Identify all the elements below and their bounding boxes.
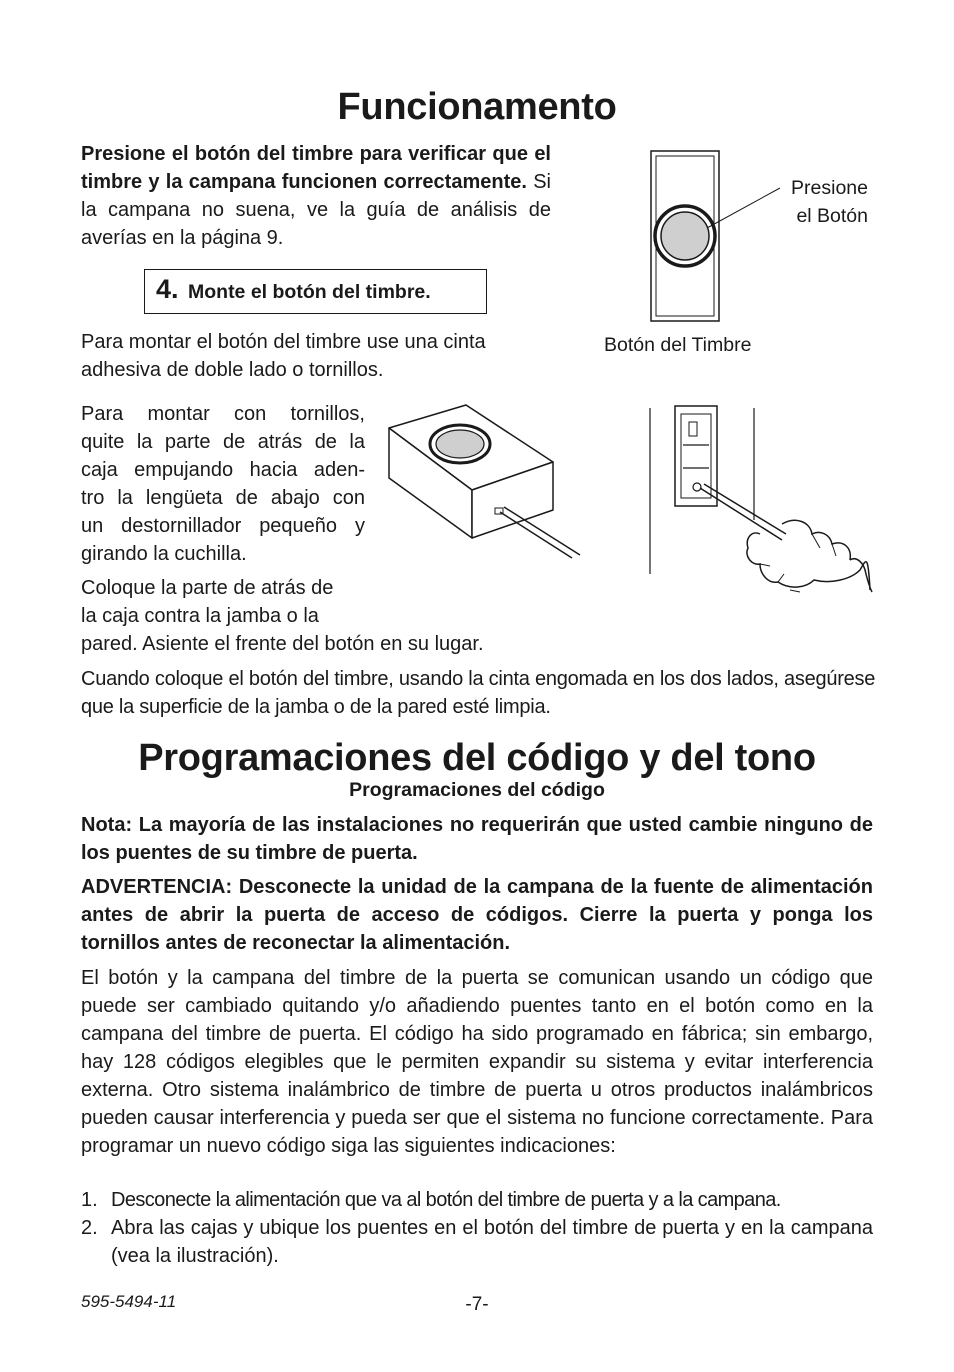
screw-line: un destornillador pequeño y bbox=[81, 515, 365, 537]
tape-paragraph: Cuando coloque el botón del timbre, usando la cinta engomada en los dos lados, asegúrese que la superficie de la jamba o de la pared esté limpia. bbox=[81, 668, 876, 718]
list-item bbox=[81, 1186, 876, 1214]
list-item-number: 1. bbox=[81, 1189, 98, 1211]
callout-line-2: el Botón bbox=[796, 205, 868, 227]
screw-line: Para montar con tornillos, bbox=[81, 403, 365, 425]
warning-paragraph: ADVERTENCIA: Desconecte la unidad de la campana de la fuente de alimentación antes de abrir la puerta de acceso de códigos. Cierre la puerta y ponga los tornillos antes de reconectar la alimentación. bbox=[81, 876, 873, 954]
list-item bbox=[81, 1214, 876, 1270]
intro-bold-text: Presione el botón del timbre para verificar que el timbre y la campana funcionen correctamente. bbox=[81, 143, 551, 193]
mount-paragraph: Para montar el botón del timbre use una cinta adhesiva de doble lado o tornillos. bbox=[81, 331, 486, 381]
section-subtitle: Programaciones del código bbox=[349, 779, 605, 801]
screw-line: caja empujando hacia aden- bbox=[81, 459, 365, 481]
intro-rest-text: Si la campana no suena, ve la guía de análisis de averías en la página 9. bbox=[81, 171, 551, 249]
place-line: pared. Asiente el frente del botón en su lugar. bbox=[81, 633, 484, 655]
figure-caption-doorbell: Botón del Timbre bbox=[604, 334, 752, 356]
screw-line: girando la cuchilla. bbox=[81, 543, 247, 565]
screw-line: tro la lengüeta de abajo con bbox=[81, 487, 365, 509]
list-item-text: Desconecte la alimentación que va al botón del timbre de puerta y a la campana. bbox=[111, 1189, 781, 1211]
body-paragraph: El botón y la campana del timbre de la puerta se comunican usando un código que puede ser cambiado quitando y/o añadiendo puentes tanto en el botón como en la campana del timbre de puerta. El código ha sido programado en fábrica; sin embargo, hay 128 códigos elegibles que le permiten expandir su sistema y evitar interferencia externa. Otro sistema inalámbrico de timbre de puerta u otros productos inalámbricos pueden causar interferencia y pueda ser que el sistema no funcione correctamente. Para programar un nuevo código siga las siguientes indicaciones: bbox=[81, 967, 873, 1157]
place-line: Coloque la parte de atrás de bbox=[81, 577, 334, 599]
section-title-programaciones: Programaciones del código y del tono bbox=[138, 737, 816, 779]
page-number: -7- bbox=[465, 1294, 489, 1315]
step-number: 4. bbox=[156, 274, 179, 304]
note-paragraph: Nota: La mayoría de las instalaciones no requerirán que usted cambie ninguno de los puentes de su timbre de puerta. bbox=[81, 814, 873, 864]
place-line: la caja contra la jamba o la bbox=[81, 605, 319, 627]
callout-line-1: Presione bbox=[791, 177, 868, 199]
list-item-number: 2. bbox=[81, 1217, 98, 1239]
steps-list bbox=[81, 1186, 876, 1270]
section-title-funcionamento: Funcionamento bbox=[337, 86, 617, 128]
screw-line: quite la parte de atrás de la bbox=[81, 431, 365, 453]
part-number: 595-5494-11 bbox=[81, 1292, 177, 1311]
step-label: Monte el botón del timbre. bbox=[188, 281, 431, 303]
list-item-text: Abra las cajas y ubique los puentes en el botón del timbre de puerta y en la campana (vea la ilustración). bbox=[111, 1217, 873, 1267]
